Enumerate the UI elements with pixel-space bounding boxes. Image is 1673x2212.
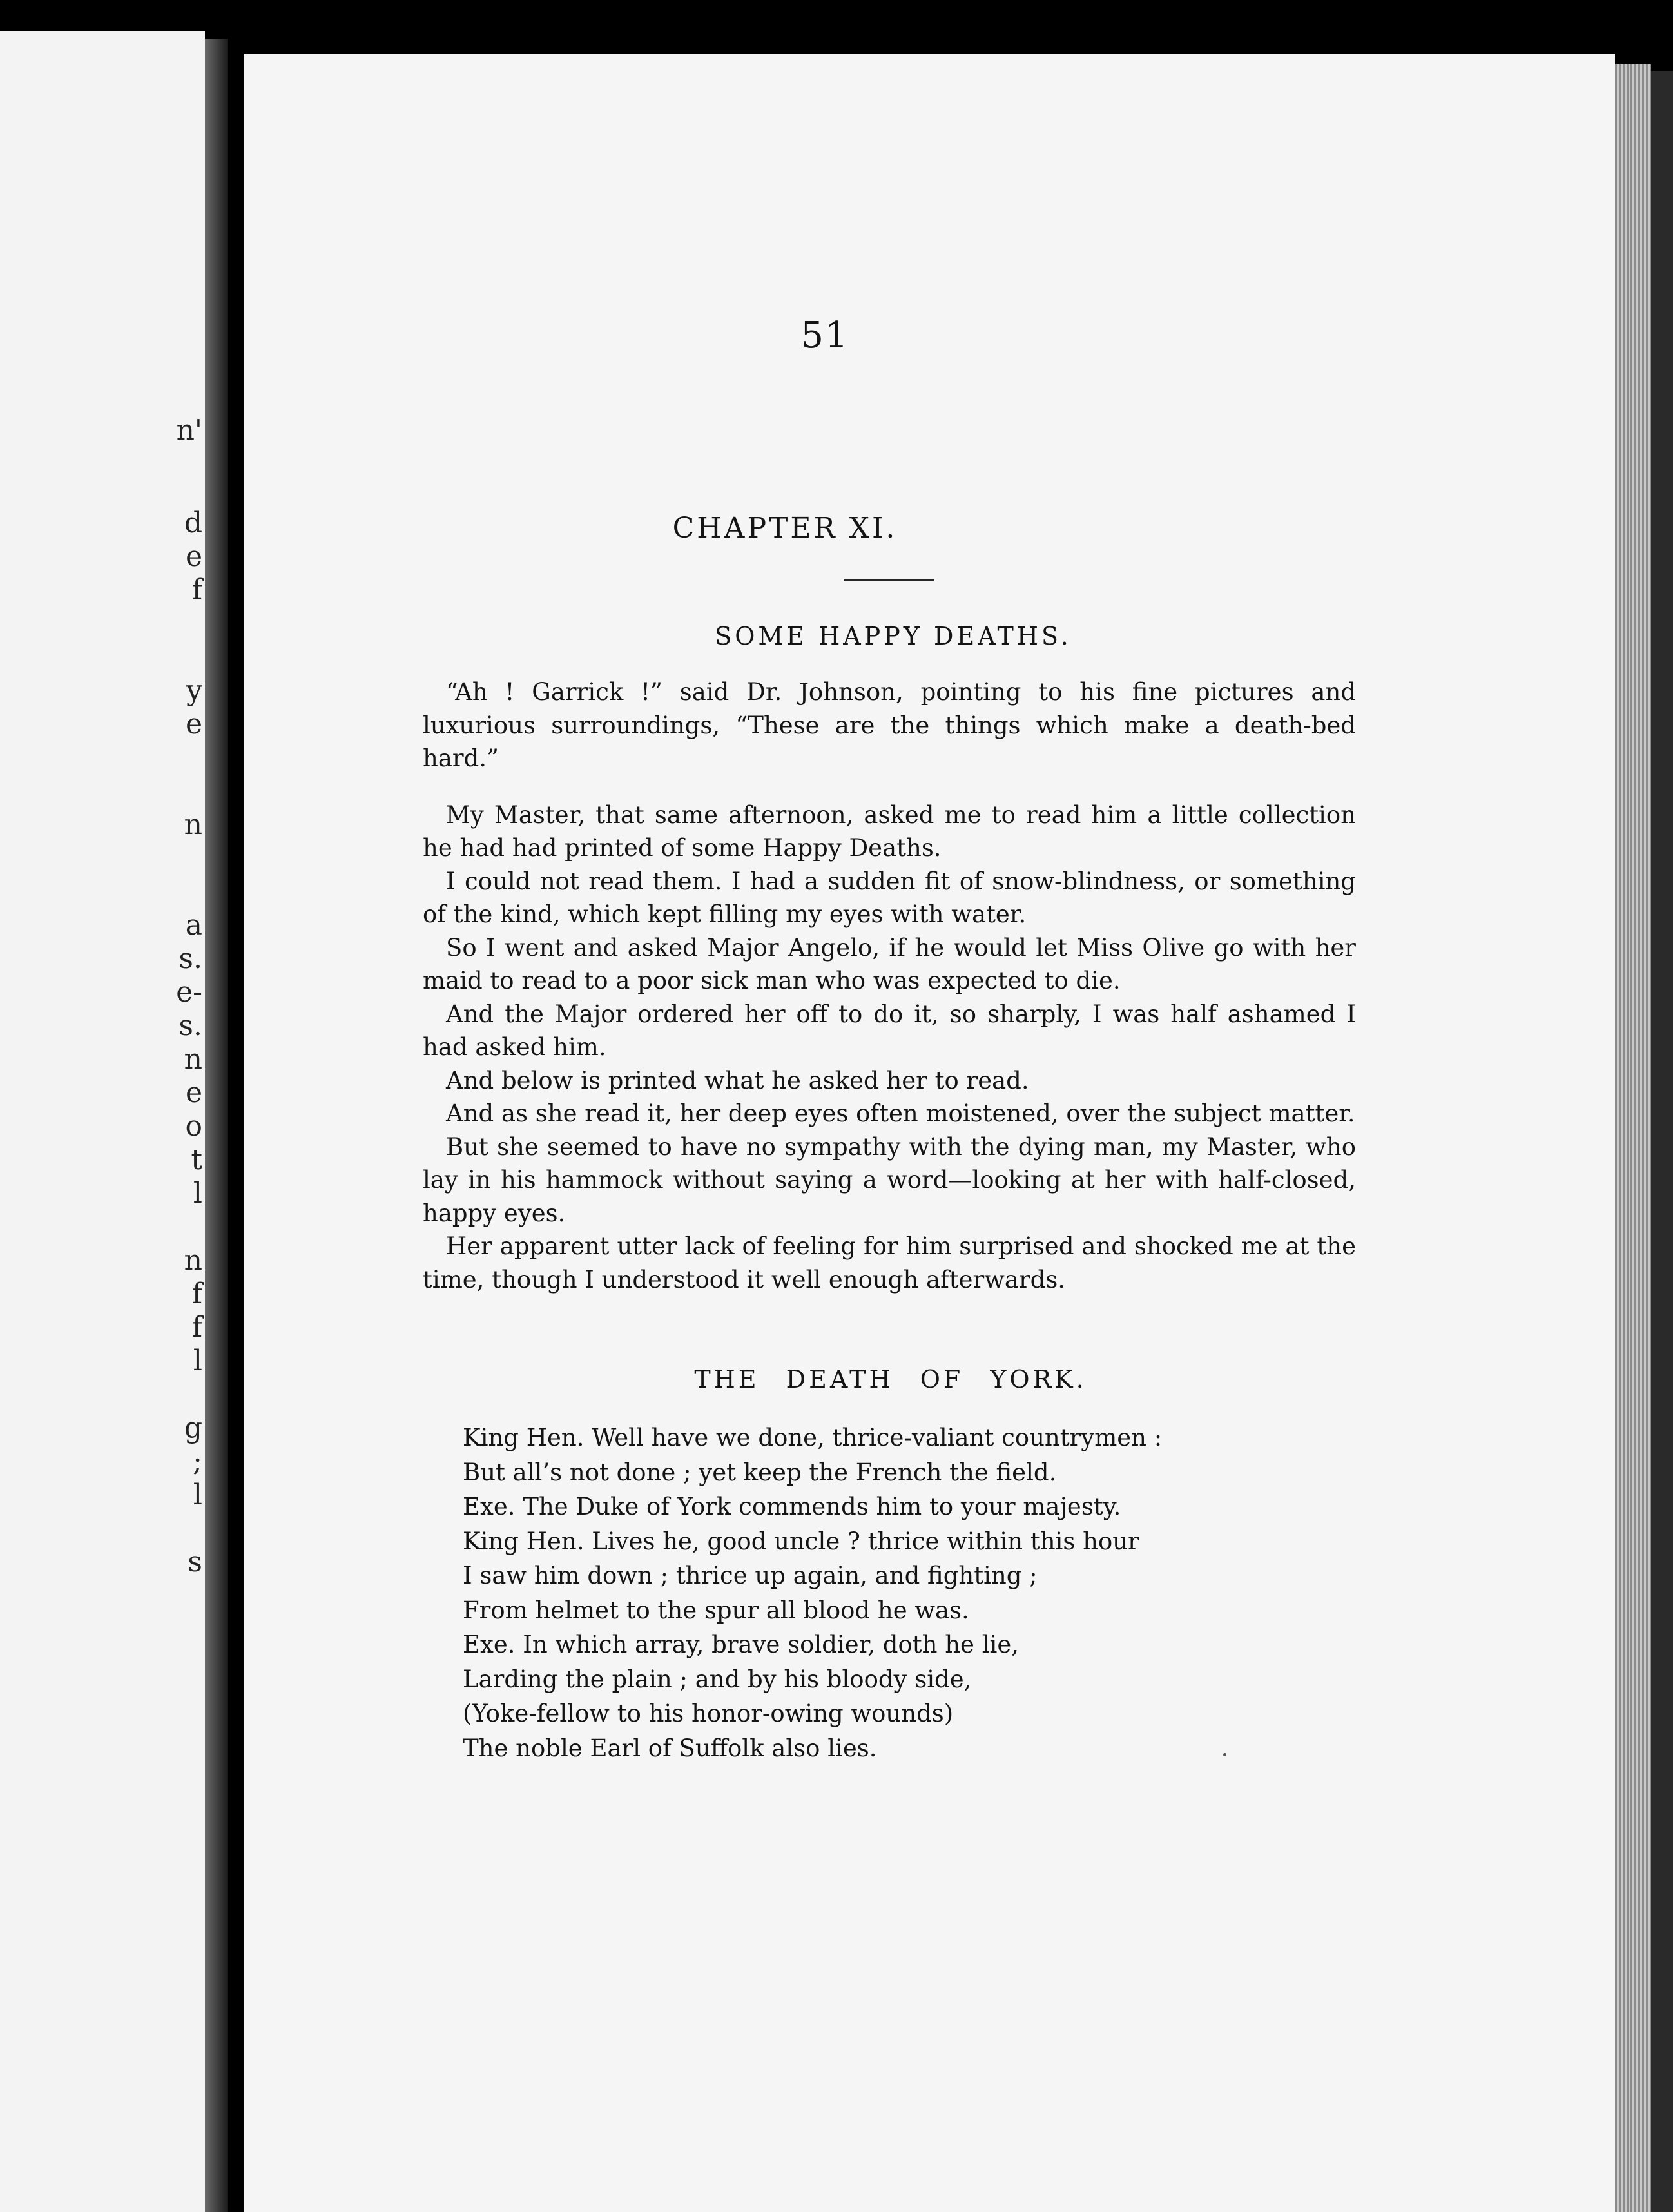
paragraph: My Master, that same afternoon, asked me to read him a little collection he had had printed of some Happy Deaths. — [423, 800, 1356, 862]
paragraph: “Ah ! Garrick !” said Dr. Johnson, pointing to his fine pictures and luxurious surroundings, “These are the things which make a death-bed hard.” — [423, 678, 1356, 772]
left-page-text-fragment: e- — [176, 976, 202, 1009]
left-page-text-fragment: n — [184, 808, 202, 841]
paper-speck — [1223, 1753, 1226, 1756]
left-page-text-fragment: g — [184, 1412, 202, 1444]
left-page-text-fragment: n' — [176, 414, 202, 447]
left-page-text-fragment: a — [185, 909, 202, 942]
left-page-text-fragment: e — [185, 1076, 202, 1109]
left-page-text-fragment: f — [191, 1277, 202, 1310]
left-page-text-fragment: y — [186, 674, 202, 707]
left-page-text-fragment: s. — [179, 1009, 202, 1042]
poem-verse — [463, 1421, 1365, 1765]
left-page-text-fragment: t — [191, 1143, 202, 1176]
paragraph: I could not read them. I had a sudden fit of snow-blindness, or something of the kind, which kept filling my eyes with water. — [423, 867, 1356, 928]
left-page-text-fragment: s — [188, 1546, 202, 1578]
prose-body — [423, 675, 1356, 1296]
paragraph: Her apparent utter lack of feeling for him surprised and shocked me at the time, though I understood it well enough afterwards. — [423, 1232, 1356, 1294]
paragraph: And below is printed what he asked her to read. — [446, 1066, 1029, 1094]
facing-page-fragment — [0, 31, 205, 2212]
verse-line: I saw him down ; thrice up again, and fighting ; — [463, 1562, 1038, 1589]
left-page-text-fragment: f — [191, 1311, 202, 1344]
paragraph: So I went and asked Major Angelo, if he would let Miss Olive go with her maid to read to a poor sick man who was expected to die. — [423, 933, 1356, 994]
paragraph: And the Major ordered her off to do it, so sharply, I was half ashamed I had asked him. — [423, 1000, 1356, 1061]
left-page-text-fragment: f — [191, 574, 202, 606]
left-page-text-fragment: n — [184, 1043, 202, 1076]
poem-title: THE DEATH OF YORK. — [694, 1365, 1087, 1393]
chapter-heading: CHAPTER XI. — [672, 512, 898, 545]
left-page-text-fragment: l — [193, 1177, 202, 1210]
verse-line: (Yoke-fellow to his honor-owing wounds) — [463, 1700, 954, 1727]
verse-line: From helmet to the spur all blood he was. — [463, 1596, 969, 1624]
verse-line: Exe. In which array, brave soldier, doth he lie, — [463, 1631, 1020, 1658]
left-page-text-fragment: l — [193, 1344, 202, 1377]
section-title: SOME HAPPY DEATHS. — [715, 622, 1072, 650]
gutter-shadow — [205, 39, 228, 2212]
chapter-rule-divider — [844, 579, 934, 581]
page-edge-shadow — [1651, 71, 1673, 2212]
left-page-text-fragment: l — [193, 1479, 202, 1511]
verse-line: Exe. The Duke of York commends him to your majesty. — [463, 1493, 1121, 1520]
left-page-text-fragment: o — [185, 1110, 202, 1143]
verse-line: Larding the plain ; and by his bloody side, — [463, 1665, 972, 1693]
verse-line: The noble Earl of Suffolk also lies. — [463, 1734, 877, 1762]
verse-line: King Hen. Lives he, good uncle ? thrice within this hour — [463, 1527, 1139, 1555]
paragraph: But she seemed to have no sympathy with the dying man, my Master, who lay in his hammock without saying a word—looking at her with half-closed, happy eyes. — [423, 1132, 1356, 1227]
verse-line: But all’s not done ; yet keep the French the field. — [463, 1458, 1057, 1486]
page-edge-stack — [1615, 64, 1651, 2212]
paragraph: And as she read it, her deep eyes often moistened, over the subject matter. — [446, 1100, 1355, 1127]
left-page-text-fragment: ; — [193, 1445, 202, 1478]
left-page-text-fragment: d — [184, 507, 202, 539]
left-page-text-fragment: e — [185, 708, 202, 741]
verse-line: King Hen. Well have we done, thrice-valiant countrymen : — [463, 1424, 1163, 1451]
left-page-text-fragment: s. — [179, 942, 202, 975]
page-number: 51 — [800, 315, 849, 356]
left-page-text-fragment: n — [184, 1244, 202, 1277]
left-page-text-fragment: e — [185, 540, 202, 573]
